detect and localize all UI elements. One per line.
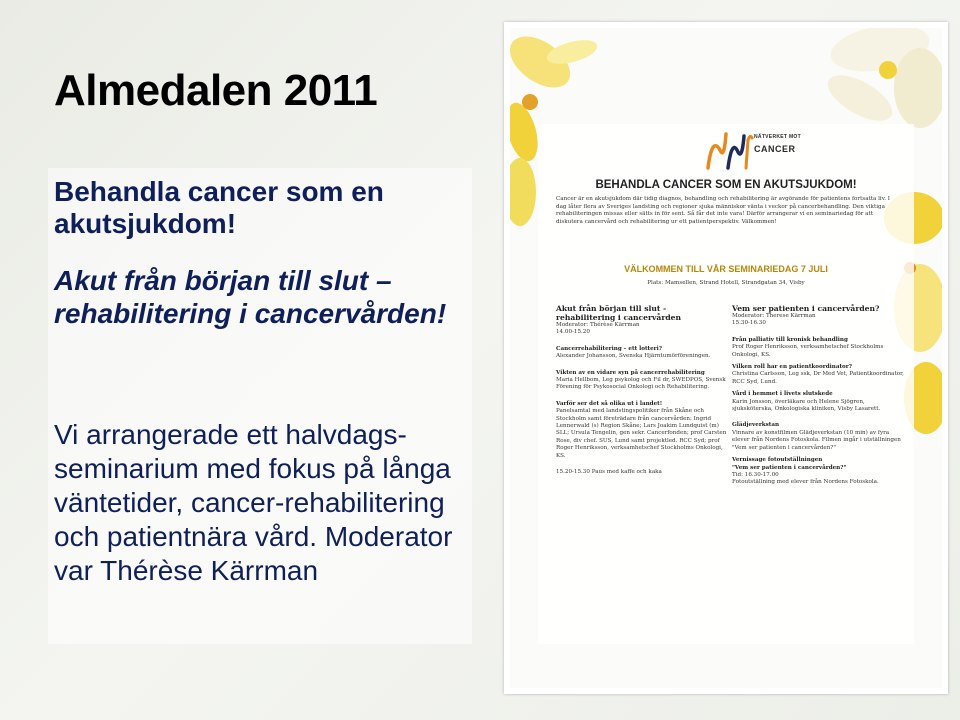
left-section-line: Alexander Johansson, Svenska Hjärntumörföreningen. — [556, 353, 711, 360]
right-section-title: Från palliativ till kronisk behandling — [732, 336, 848, 343]
logo-org-text: NÄTVERKET MOT — [754, 134, 801, 140]
right-section-line: Christina Carlsson, Leg ssk, Dr Med Vet, Patientkoordinator, RCC Syd, Lund. — [732, 371, 904, 385]
right-section-line: Moderator: Therese Kärrman — [732, 313, 816, 319]
poster-heading: BEHANDLA CANCER SOM EN AKUTSJUKDOM! — [595, 179, 857, 191]
poster-content — [538, 124, 914, 644]
poster-welcome: VÄLKOMMEN TILL VÅR SEMINARIEDAG 7 JULI — [624, 264, 828, 274]
left-section-line: 14.00-15.20 — [556, 329, 590, 336]
left-section-title: Vikten av en vidare syn på cancerrehabilitering — [556, 369, 705, 376]
slide-subtitle-italic: Akut från början till slut – rehabilitering i cancervården! — [54, 265, 447, 329]
right-section-line: 15.30-16.30 — [732, 320, 766, 327]
poster-left-column — [556, 304, 728, 477]
left-section-title: Akut från början till slut - rehabilitering i cancervården — [556, 304, 681, 322]
left-section-title: Varför ser det så olika ut i landet! — [556, 400, 663, 407]
right-section-line: Prof Roger Henriksson, verksamhetschef Stockholms Onkologi, KS. — [732, 344, 884, 358]
right-section-line: Tid: 16.30-17.00 — [732, 471, 779, 478]
slide-title: Almedalen 2011 — [54, 66, 378, 115]
slide-body-text: Vi arrangerade ett halvdags-seminarium med fokus på långa väntetider, cancer-rehabilitering och patientnära vård. Moderator var Thérèse Kärrman — [54, 419, 453, 586]
right-section-title: Vård i hemmet i livets slutskede — [732, 391, 833, 398]
right-section-title: Glädjeverkstan — [732, 422, 780, 429]
right-section-title: Vilken roll har en patientkoordinator? — [732, 364, 852, 371]
left-section-line: Moderator: Thérèse Kärrman — [556, 322, 640, 328]
slide-subtitle: Behandla cancer som en akutsjukdom! — [54, 176, 384, 239]
poster-place: Plats: Mamsellen, Strand Hotell, Strandgatan 34, Visby — [647, 280, 805, 286]
left-section-line: Maria Hellbom, Leg psykolog och Fil dr, SWEDPOS, Svensk Förening för Psykosocial Onkologi och Rehabilitering. — [556, 377, 726, 391]
right-section-line: Fotoutställning med elever från Nordens Fotoskola. — [732, 479, 879, 486]
poster-image — [510, 28, 942, 688]
right-section-title: Vem ser patienten i cancervården? — [732, 304, 880, 313]
left-section-line: Panelsamtal med landstingspolitiker från Skåne och Stockholm samt företrädare från cancervården: Ingrid Lennerwald (s) Region Skåne; Lars Joakim Lundquist (m) SLL; Ursula Tengelin, gen sekr. Cancerfonden; prof Carsten Rose, div chef. SUS, Lund samt projektled. RCC Syd; prof Roger Henriksson, verksamhetschef Stockholms Onkologi, KS. — [556, 408, 727, 459]
right-section-subtitle: "Vem ser patienten i cancervården?" — [732, 464, 847, 471]
left-section-line: 15.20-15.30 Paus med kaffe och kaka — [556, 469, 662, 476]
logo-cancer-text: CANCER — [754, 144, 796, 154]
poster-right-column — [732, 304, 904, 487]
right-section-title: Vernissage fotoutställningen — [732, 457, 823, 464]
right-section-line: Vinnare av konstfilmen Glädjeverkstan (10 min) av fyra elever från Nordens Fotoskola. Filmen ingår i utställningen "Vem ser patienten i cancervården?" — [732, 429, 901, 451]
left-section-title: Cancerrehabilitering – ett lotteri? — [556, 345, 663, 352]
right-section-line: Karin Jonsson, överläkare och Helene Sjögren, sjuksköterska, Onkologiska kliniken, Visby Lasarett. — [732, 398, 881, 413]
poster-intro: Cancer är en akutsjukdom där tidig diagnos, behandling och rehabilitering är avgörande för patientens fortsatta liv. I dag låter flera av Sveriges landsting och regioner sjuka människor vänta i veckor på cancerbehandling. Den viktiga rehabiliteringen missas eller sätts in för sent. Så får det inte vara! Därför arrangerar vi en seminariedag för att diskutera cancervård och rehabilitering ur ett patientperspektiv. Välkommen! — [556, 196, 890, 225]
